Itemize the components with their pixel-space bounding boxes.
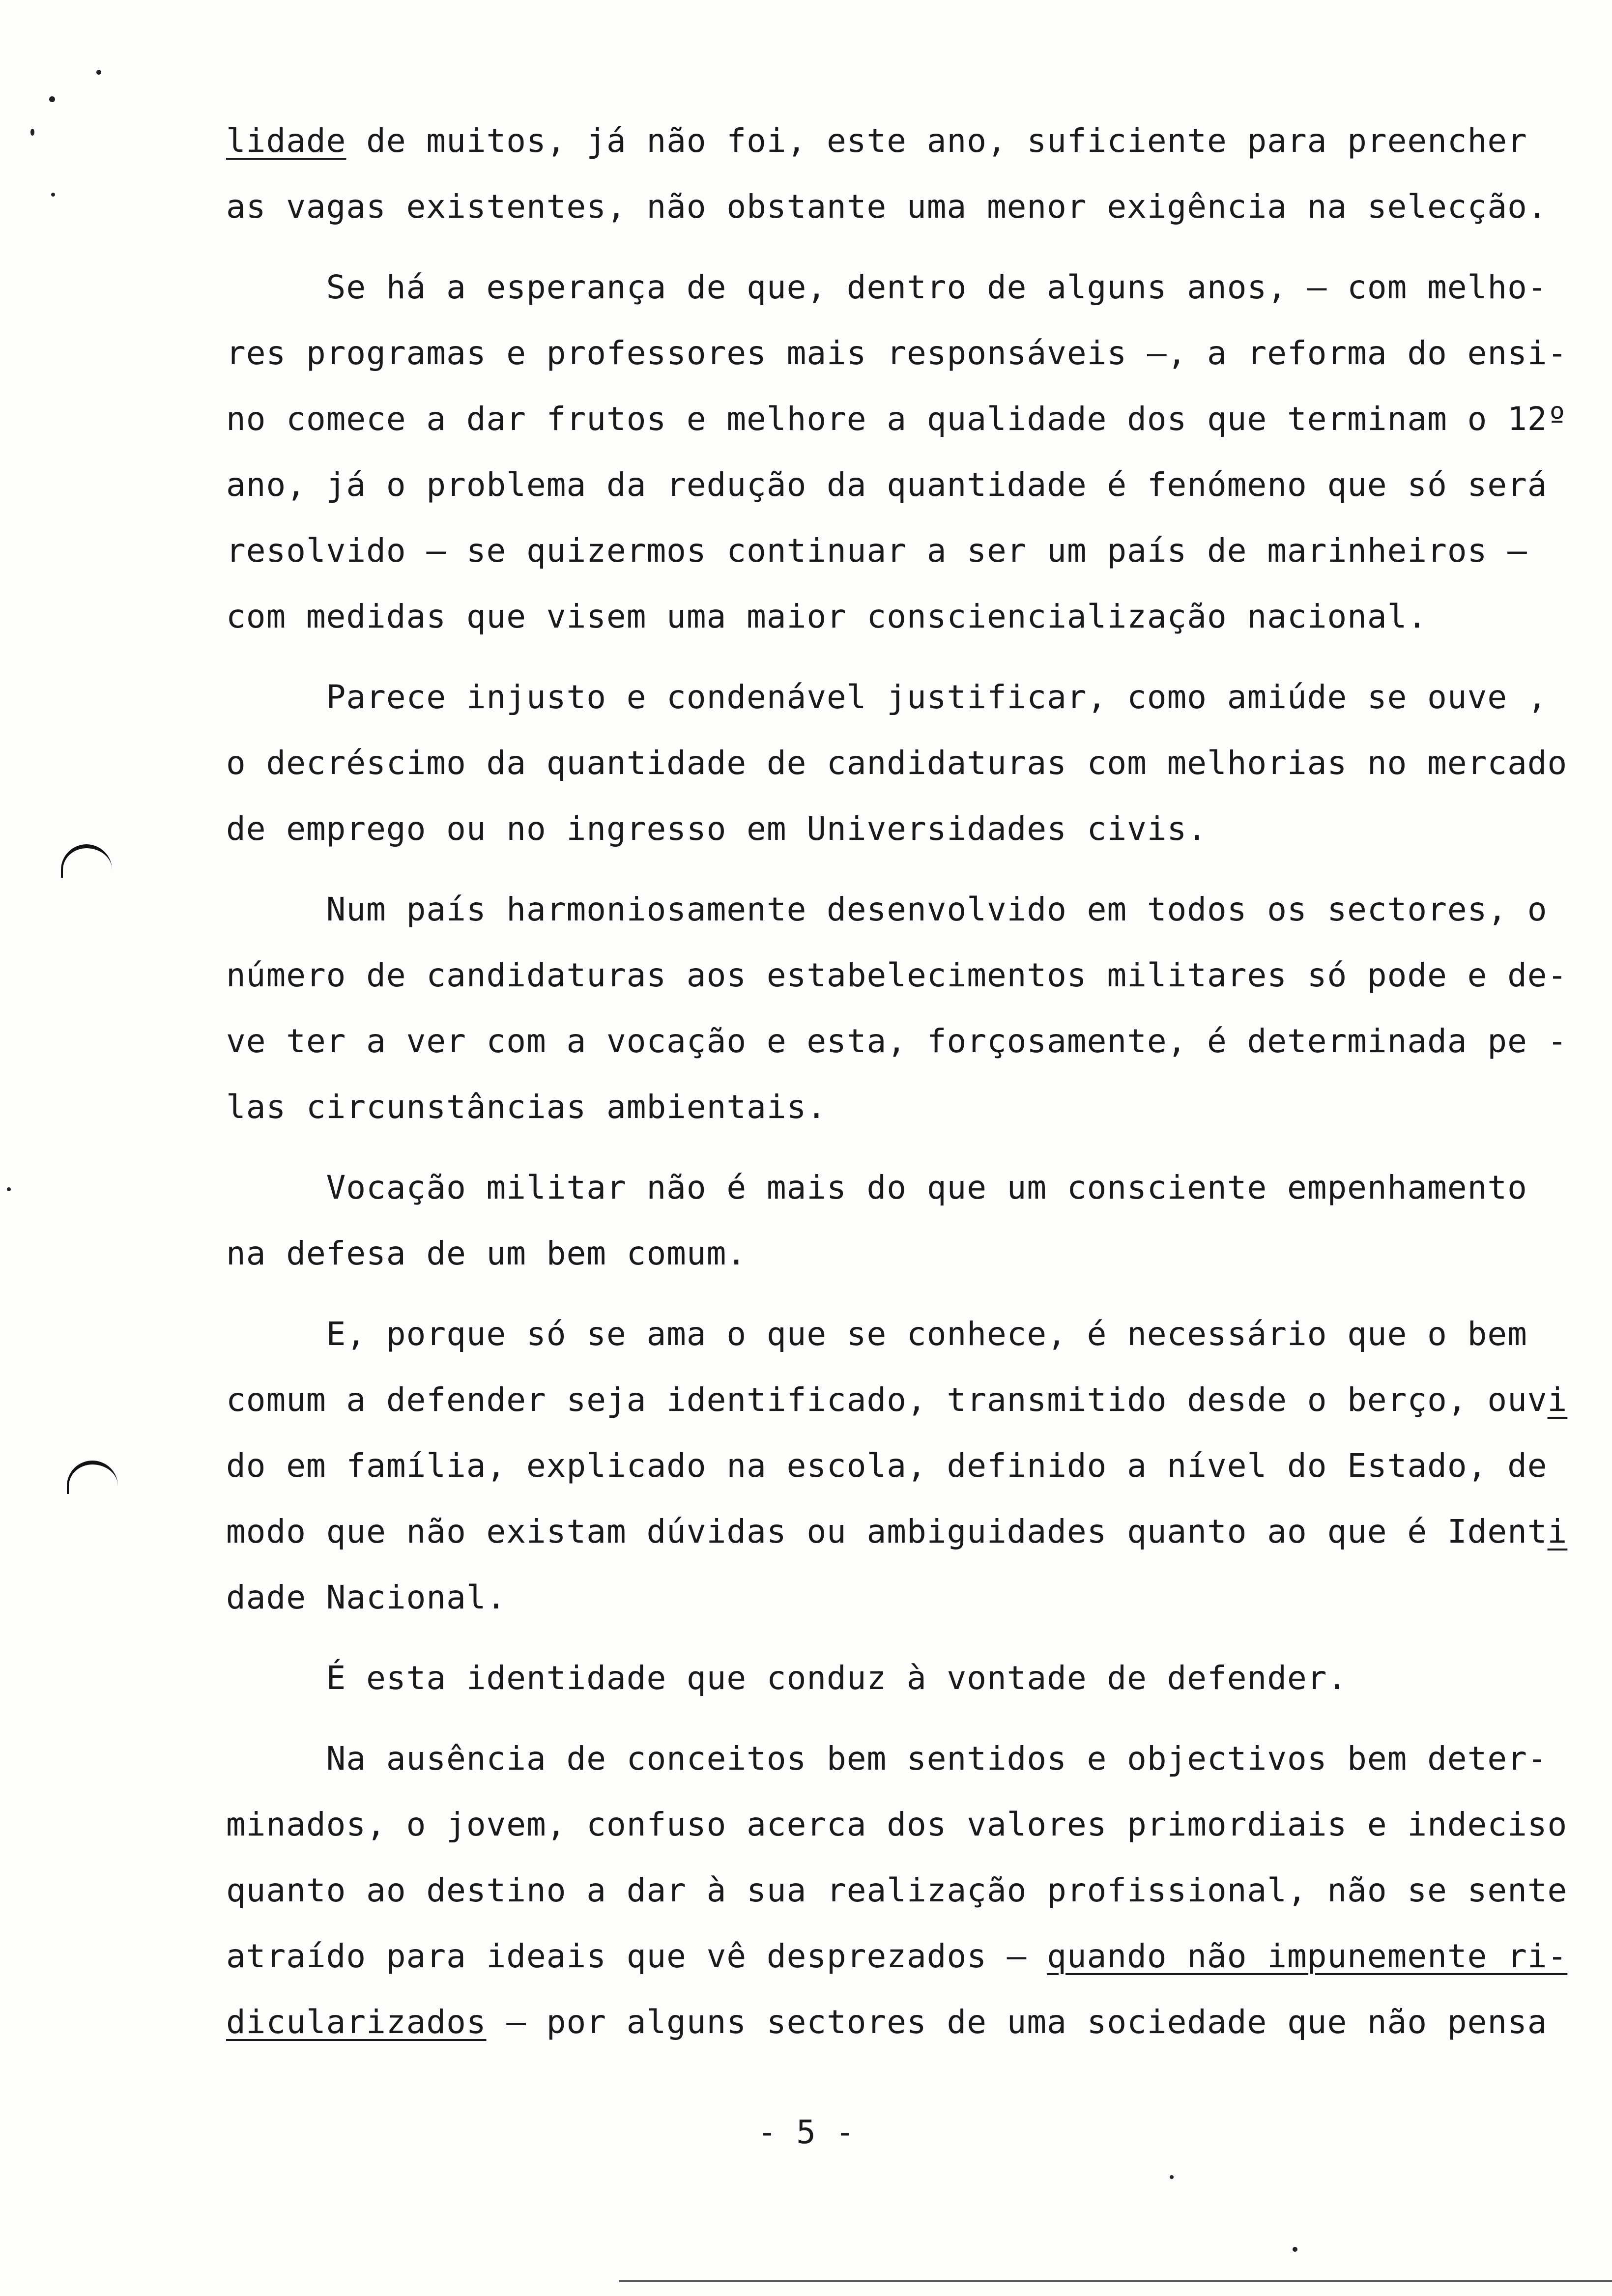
scan-speck [1170, 2175, 1174, 2179]
text-line [226, 174, 1548, 240]
scan-speck [7, 1187, 11, 1191]
paragraph [226, 1155, 1527, 1287]
text-line [226, 943, 1568, 1008]
text-run: Na ausência de conceitos bem sentidos e objectivos bem deter- [226, 1740, 1548, 1778]
text-line [226, 1726, 1548, 1792]
text-run: Se há a esperança de que, dentro de alguns anos, — com melho- [226, 268, 1548, 306]
text-run: E, porque só se ama o que se conhece, é necessário que o bem [226, 1315, 1527, 1353]
text-run: as vagas existentes, não obstante uma menor exigência na selecção. [226, 188, 1548, 226]
text-line [226, 877, 1548, 943]
text-line [226, 452, 1548, 518]
text-run: ano, já o problema da redução da quantidade é fenómeno que só será [226, 466, 1548, 504]
text-run: comum a defender seja identificado, transmitido desde o berço, ouv [226, 1381, 1548, 1419]
text-run: res programas e professores mais responsáveis —, a reforma do ensi- [226, 334, 1568, 372]
paragraph [226, 664, 1568, 862]
text-line [226, 1008, 1568, 1074]
text-line [226, 1858, 1568, 1923]
text-line [226, 255, 1548, 320]
paragraph-gap [226, 650, 1514, 664]
text-line [226, 1301, 1527, 1367]
margin-bracket-mark [61, 844, 112, 878]
text-run: minados, o jovem, confuso acerca dos valores primordiais e indeciso [226, 1806, 1568, 1843]
text-line [226, 1645, 1514, 1711]
underlined-text: quando não impunemente ri- [1047, 1937, 1568, 1975]
text-line [226, 1367, 1568, 1433]
margin-bracket-mark [67, 1461, 118, 1494]
paragraph [226, 1645, 1514, 1711]
text-run: dade Nacional. [226, 1578, 507, 1616]
text-run: Num país harmoniosamente desenvolvido em todos os sectores, o [226, 890, 1548, 928]
scan-speck [96, 70, 101, 75]
paragraph [226, 1726, 1568, 2055]
text-run: las circunstâncias ambientais. [226, 1088, 827, 1126]
paragraph-gap [226, 240, 1514, 255]
paragraph [226, 255, 1568, 650]
text-run: É esta identidade que conduz à vontade de defender. [226, 1659, 1348, 1697]
text-line [226, 108, 1527, 174]
text-run: Vocação militar não é mais do que um consciente empenhamento [226, 1169, 1527, 1206]
bottom-edge-line [619, 2280, 1612, 2282]
scan-speck [51, 193, 55, 197]
text-run: com medidas que visem uma maior consciencialização nacional. [226, 598, 1428, 635]
text-line [226, 1074, 1514, 1140]
text-run: na defesa de um bem comum. [226, 1234, 747, 1272]
text-run: resolvido — se quizermos continuar a ser um país de marinheiros — [226, 532, 1527, 570]
paragraph-gap [226, 1140, 1514, 1155]
paragraph [226, 108, 1548, 240]
text-run: — por alguns sectores de uma sociedade que não pensa [486, 2003, 1548, 2041]
paragraph-gap [226, 1711, 1514, 1726]
text-line [226, 320, 1568, 386]
text-run: número de candidaturas aos estabelecimentos militares só pode e de- [226, 956, 1568, 994]
scan-speck [49, 96, 55, 102]
text-line [226, 1923, 1568, 1989]
text-line [226, 584, 1514, 650]
text-run: quanto ao destino a dar à sua realização profissional, não se sente [226, 1871, 1568, 1909]
text-run: no comece a dar frutos e melhore a qualidade dos que terminam o 12º [226, 400, 1568, 438]
text-line [226, 1989, 1548, 2055]
text-line [226, 664, 1548, 730]
text-run: Parece injusto e condenável justificar, como amiúde se ouve , [226, 678, 1548, 716]
text-run: atraído para ideais que vê desprezados — [226, 1937, 1047, 1975]
text-run: ve ter a ver com a vocação e esta, forçosamente, é determinada pe - [226, 1022, 1568, 1060]
paragraph-gap [226, 862, 1514, 877]
body-text [226, 108, 1568, 2055]
paragraph [226, 877, 1568, 1140]
text-run: modo que não existam dúvidas ou ambiguidades quanto ao que é Ident [226, 1513, 1548, 1550]
text-line [226, 1792, 1568, 1858]
underlined-text: dicularizados [226, 2003, 487, 2041]
text-run: o decréscimo da quantidade de candidaturas com melhorias no mercado [226, 744, 1568, 782]
scan-speck [30, 129, 34, 136]
scan-speck [1293, 2247, 1297, 2252]
paragraph-gap [226, 1287, 1514, 1301]
text-run: de muitos, já não foi, este ano, suficiente para preencher [346, 122, 1527, 160]
text-line [226, 518, 1527, 584]
text-line [226, 1221, 1514, 1287]
underlined-text: i [1547, 1381, 1568, 1419]
underlined-text: i [1547, 1513, 1568, 1550]
text-line [226, 1565, 1514, 1631]
text-run: de emprego ou no ingresso em Universidades civis. [226, 810, 1208, 848]
text-line [226, 730, 1568, 796]
paragraph [226, 1301, 1568, 1631]
text-line [226, 796, 1514, 862]
paragraph-gap [226, 1631, 1514, 1645]
text-line [226, 1155, 1527, 1221]
text-run: do em família, explicado na escola, definido a nível do Estado, de [226, 1447, 1548, 1485]
underlined-text: lidade [226, 122, 346, 160]
text-line [226, 1433, 1548, 1499]
text-line [226, 1499, 1568, 1565]
text-line [226, 386, 1568, 452]
page-number: - 5 - [757, 2113, 855, 2151]
